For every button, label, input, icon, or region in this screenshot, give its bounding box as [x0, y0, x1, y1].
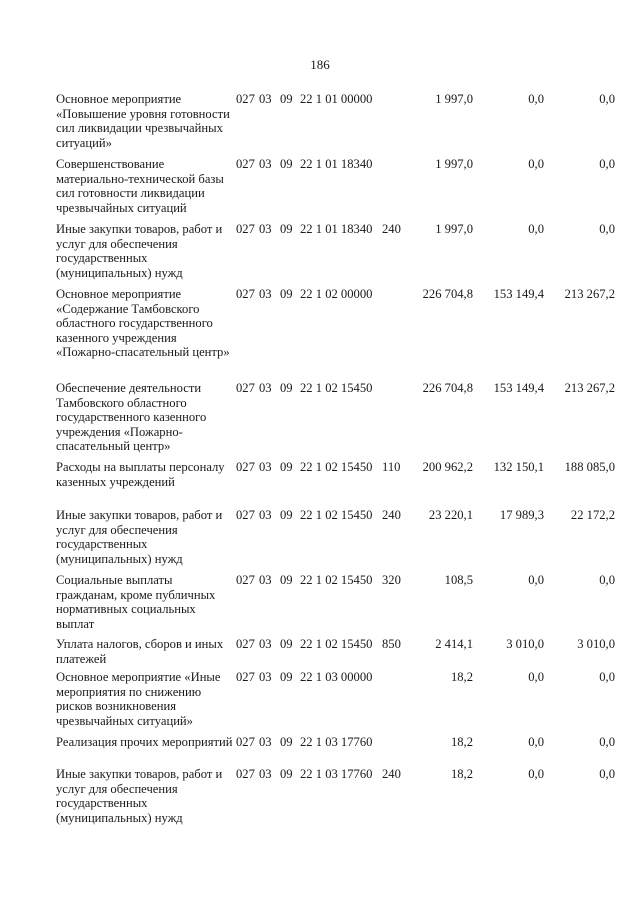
row-v3: 0,0	[599, 573, 615, 587]
row-v1: 1 997,0	[435, 92, 473, 106]
row-ministry: 027	[236, 381, 255, 395]
row-v3: 0,0	[599, 767, 615, 781]
row-subsection: 09	[280, 508, 293, 522]
row-vr: 850	[382, 637, 401, 651]
row-name: Основное мероприятие «Иные мероприятия по снижению рисков возникновения чрезвычайных ситуаций»	[56, 670, 221, 728]
row-subsection: 09	[280, 287, 293, 301]
row-v2: 0,0	[528, 670, 544, 684]
row-ministry: 027	[236, 767, 255, 781]
row-name: Совершенствование материально-технической базы сил готовности ликвидации чрезвычайных ситуаций	[56, 157, 224, 215]
row-name: Основное мероприятие «Повышение уровня готовности сил ликвидации чрезвычайных ситуаций»	[56, 92, 230, 150]
row-target: 22 1 01 18340	[300, 157, 373, 171]
row-ministry: 027	[236, 508, 255, 522]
row-v1: 2 414,1	[435, 637, 473, 651]
row-v1: 108,5	[444, 573, 473, 587]
row-target: 22 1 03 17760	[300, 735, 373, 749]
row-vr: 240	[382, 508, 401, 522]
row-subsection: 09	[280, 460, 293, 474]
row-section: 03	[259, 508, 272, 522]
row-name: Иные закупки товаров, работ и услуг для обеспечения государственных (муниципальных) нужд	[56, 222, 223, 280]
row-section: 03	[259, 381, 272, 395]
row-v2: 0,0	[528, 735, 544, 749]
row-subsection: 09	[280, 573, 293, 587]
row-v1: 1 997,0	[435, 157, 473, 171]
row-ministry: 027	[236, 670, 255, 684]
row-ministry: 027	[236, 157, 255, 171]
row-section: 03	[259, 222, 272, 236]
row-target: 22 1 03 00000	[300, 670, 373, 684]
row-target: 22 1 03 17760	[300, 767, 373, 781]
row-v2: 0,0	[528, 573, 544, 587]
row-v3: 213 267,2	[564, 381, 615, 395]
row-section: 03	[259, 573, 272, 587]
row-vr: 320	[382, 573, 401, 587]
row-name: Уплата налогов, сборов и иных платежей	[56, 637, 224, 666]
row-target: 22 1 01 00000	[300, 92, 373, 106]
row-v3: 213 267,2	[564, 287, 615, 301]
row-v2: 132 150,1	[493, 460, 544, 474]
row-section: 03	[259, 287, 272, 301]
page-number: 186	[310, 57, 330, 72]
row-section: 03	[259, 735, 272, 749]
row-section: 03	[259, 92, 272, 106]
row-v1: 18,2	[450, 670, 473, 684]
row-v1: 226 704,8	[422, 287, 473, 301]
row-section: 03	[259, 767, 272, 781]
row-v2: 0,0	[528, 767, 544, 781]
row-ministry: 027	[236, 573, 255, 587]
row-target: 22 1 01 18340	[300, 222, 373, 236]
row-section: 03	[259, 670, 272, 684]
row-v1: 23 220,1	[428, 508, 473, 522]
row-v3: 0,0	[599, 157, 615, 171]
row-ministry: 027	[236, 92, 255, 106]
row-section: 03	[259, 637, 272, 651]
row-name: Обеспечение деятельности Тамбовского областного государственного казенного учреждения «Пожарно-спасательный центр»	[56, 381, 207, 454]
row-vr: 240	[382, 222, 401, 236]
row-name: Расходы на выплаты персоналу казенных учреждений	[56, 460, 225, 489]
row-v3: 3 010,0	[577, 637, 615, 651]
row-section: 03	[259, 157, 272, 171]
row-ministry: 027	[236, 460, 255, 474]
row-v2: 17 989,3	[499, 508, 544, 522]
row-ministry: 027	[236, 735, 255, 749]
row-v2: 3 010,0	[506, 637, 544, 651]
row-v1: 18,2	[450, 767, 473, 781]
row-target: 22 1 02 15450	[300, 460, 373, 474]
row-name: Иные закупки товаров, работ и услуг для обеспечения государственных (муниципальных) нужд	[56, 767, 223, 825]
row-subsection: 09	[280, 92, 293, 106]
row-subsection: 09	[280, 637, 293, 651]
row-v2: 153 149,4	[493, 287, 544, 301]
row-name: Реализация прочих мероприятий	[56, 735, 233, 749]
row-target: 22 1 02 15450	[300, 381, 373, 395]
row-v3: 0,0	[599, 735, 615, 749]
row-v2: 0,0	[528, 157, 544, 171]
row-v1: 226 704,8	[422, 381, 473, 395]
row-subsection: 09	[280, 670, 293, 684]
row-subsection: 09	[280, 735, 293, 749]
row-subsection: 09	[280, 157, 293, 171]
row-v3: 0,0	[599, 222, 615, 236]
row-name: Социальные выплаты гражданам, кроме публичных нормативных социальных выплат	[56, 573, 216, 631]
row-ministry: 027	[236, 222, 255, 236]
row-name: Основное мероприятие «Содержание Тамбовского областного государственного казенного учреждения «Пожарно-спасательный центр»	[56, 287, 230, 360]
row-subsection: 09	[280, 381, 293, 395]
row-ministry: 027	[236, 637, 255, 651]
row-v3: 22 172,2	[570, 508, 615, 522]
row-vr: 240	[382, 767, 401, 781]
row-v3: 0,0	[599, 670, 615, 684]
row-vr: 110	[382, 460, 401, 474]
row-name: Иные закупки товаров, работ и услуг для обеспечения государственных (муниципальных) нужд	[56, 508, 223, 566]
row-v1: 18,2	[450, 735, 473, 749]
row-v1: 1 997,0	[435, 222, 473, 236]
row-v2: 0,0	[528, 222, 544, 236]
row-section: 03	[259, 460, 272, 474]
row-target: 22 1 02 15450	[300, 637, 373, 651]
row-target: 22 1 02 15450	[300, 508, 373, 522]
row-ministry: 027	[236, 287, 255, 301]
row-subsection: 09	[280, 767, 293, 781]
row-v1: 200 962,2	[422, 460, 473, 474]
row-v2: 0,0	[528, 92, 544, 106]
row-v2: 153 149,4	[493, 381, 544, 395]
row-target: 22 1 02 00000	[300, 287, 373, 301]
row-subsection: 09	[280, 222, 293, 236]
row-v3: 0,0	[599, 92, 615, 106]
row-target: 22 1 02 15450	[300, 573, 373, 587]
row-v3: 188 085,0	[564, 460, 615, 474]
